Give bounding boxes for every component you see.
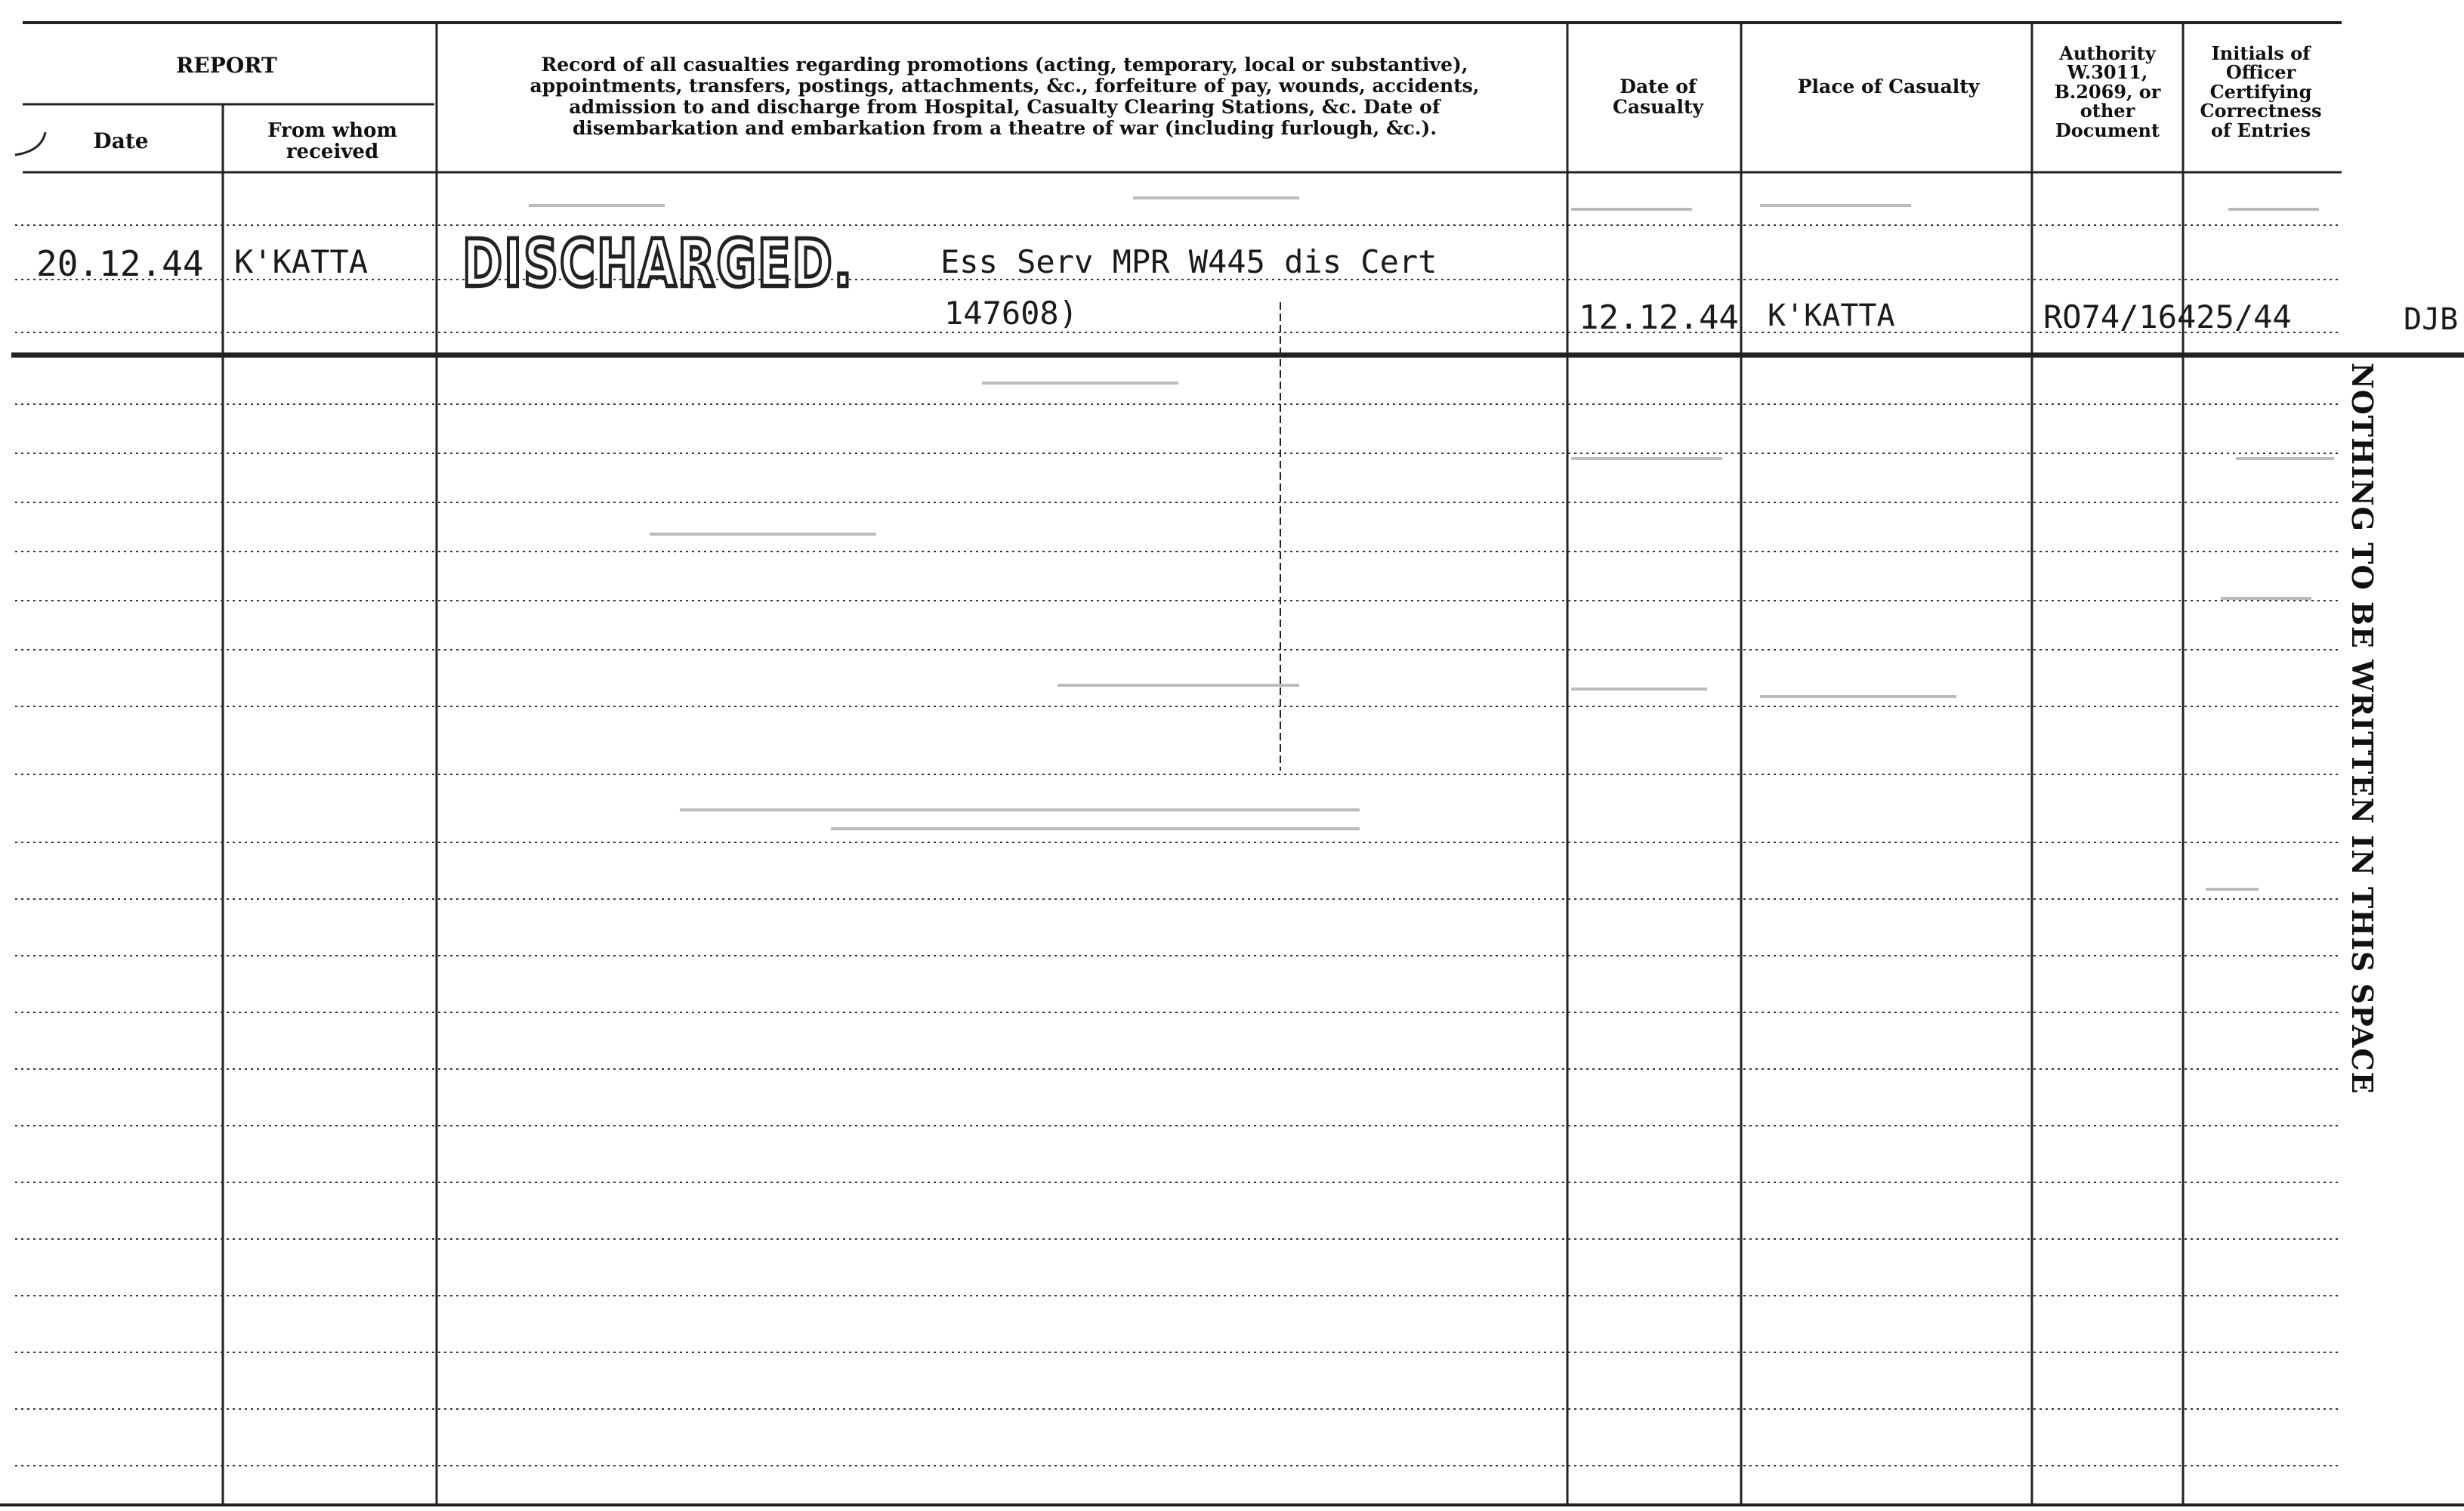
casualty-place: K'KATTA (1768, 298, 1895, 333)
report-header: REPORT (176, 53, 277, 78)
discharged-stamp: DISCHARGED. (462, 227, 854, 302)
certifying-initials: DJB (2404, 302, 2459, 337)
from-whom-header: From whom received (267, 119, 397, 163)
authority-ref: RO74/16425/44 (2043, 298, 2292, 335)
date-header: Date (93, 128, 149, 153)
initials-header: Initials of Officer Certifying Correctness of Entries (2200, 42, 2322, 141)
place-of-casualty-header: Place of Casualty (1797, 76, 1980, 97)
authority-header: Authority W.3011, B.2069, or other Document (2054, 42, 2161, 141)
casualty-date: 12.12.44 (1579, 298, 1739, 337)
record-line-2: 147608) (944, 295, 1079, 332)
nothing-to-be-written-note: NOTHING TO BE WRITTEN IN THIS SPACE (2345, 363, 2379, 1095)
report-from: K'KATTA (234, 243, 369, 280)
record-line-1: Ess Serv MPR W445 dis Cert (940, 243, 1437, 280)
report-date: 20.12.44 (36, 243, 204, 284)
date-of-casualty-header: Date of Casualty (1612, 76, 1704, 118)
record-header: Record of all casualties regarding promotions (acting, temporary, local or substantive), appointments, transfers, postings, attachments, &c., forfeiture of pay, wounds, accidents, admission to and discharge from Hospital, Casualty Clearing Stations, &c. Date of disembarkation and embarkation from a theatre of war (including furlough, &c.). (530, 54, 1480, 139)
